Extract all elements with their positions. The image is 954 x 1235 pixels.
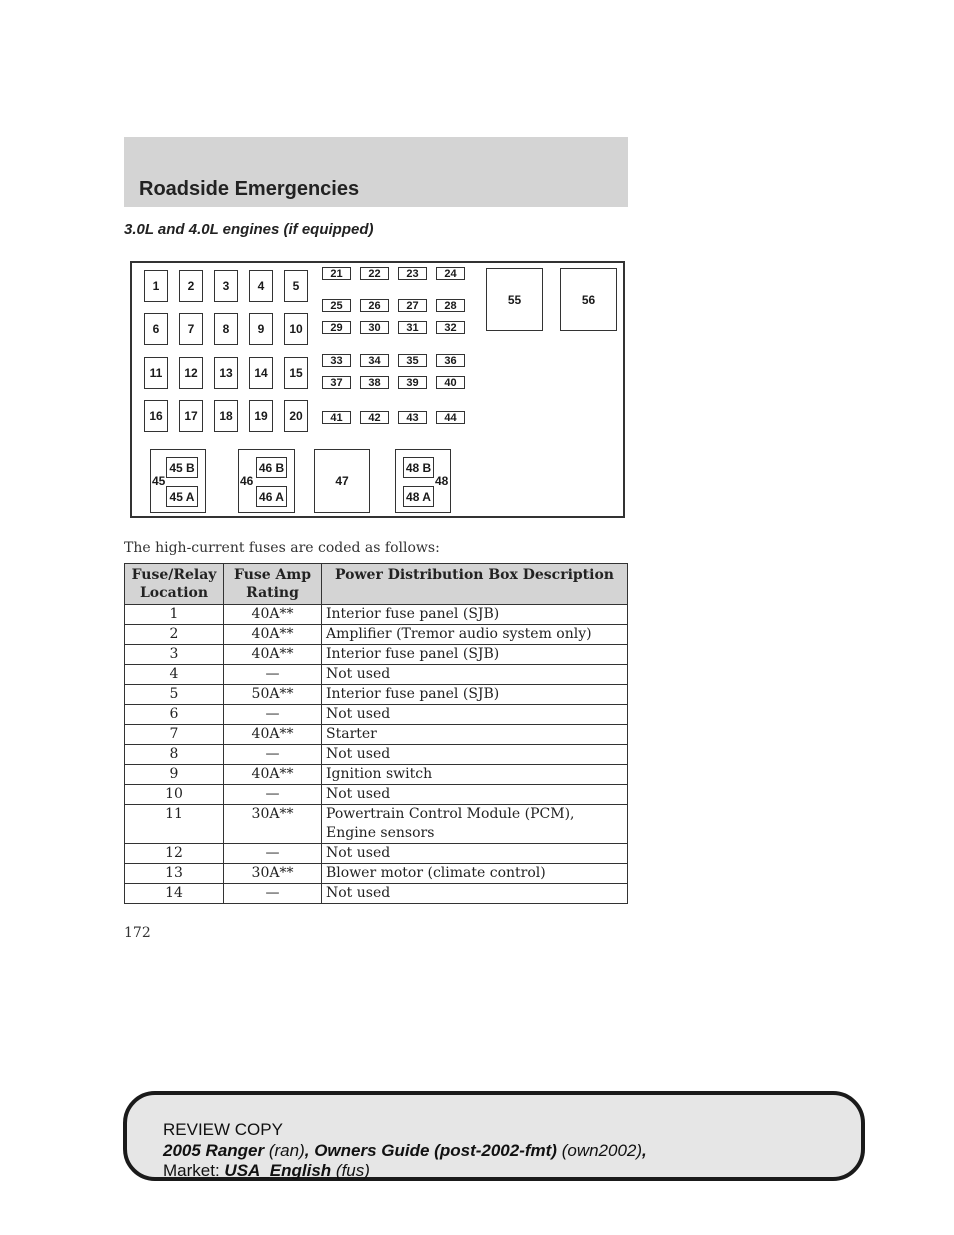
cell-amp: —: [224, 785, 322, 805]
header-description: Power Distribution Box Description: [322, 564, 628, 605]
fuse-table: [124, 563, 628, 904]
fuse-29: 29: [322, 321, 351, 334]
cell-location: 1: [125, 605, 224, 625]
fuse-36: 36: [436, 354, 465, 367]
cell-location: 13: [125, 864, 224, 884]
cell-amp: 40A**: [224, 605, 322, 625]
fuse-16: 16: [144, 400, 168, 432]
table-row: [125, 864, 628, 884]
footer-market: USA_English: [224, 1161, 332, 1180]
fuse-25: 25: [322, 299, 351, 312]
table-row: [125, 765, 628, 785]
fuse-14: 14: [249, 357, 273, 389]
table-row: [125, 725, 628, 745]
fuse-24: 24: [436, 267, 465, 280]
footer-guide-code: (own2002): [561, 1141, 643, 1160]
cell-description: Interior fuse panel (SJB): [322, 605, 628, 625]
cell-description: Blower motor (climate control): [322, 864, 628, 884]
fuse-10: 10: [284, 313, 308, 345]
cell-amp: 30A**: [224, 864, 322, 884]
fuse-37: 37: [322, 376, 351, 389]
fuse-31: 31: [398, 321, 427, 334]
cell-amp: 40A**: [224, 725, 322, 745]
fuse-22: 22: [360, 267, 389, 280]
table-row: [125, 884, 628, 904]
cell-amp: —: [224, 884, 322, 904]
fuse-55: 55: [486, 268, 543, 331]
fuse-9: 9: [249, 313, 273, 345]
footer-market-label: Market:: [163, 1161, 220, 1180]
fuse-4: 4: [249, 270, 273, 302]
footer-guide: , Owners Guide (post-2002-fmt): [304, 1141, 557, 1160]
cell-description: Interior fuse panel (SJB): [322, 645, 628, 665]
relay-47: 47: [314, 449, 370, 513]
fuse-21: 21: [322, 267, 351, 280]
cell-amp: —: [224, 745, 322, 765]
fuse-17: 17: [179, 400, 203, 432]
relay-46-label: 46: [240, 474, 254, 488]
cell-location: 2: [125, 625, 224, 645]
cell-amp: 30A**: [224, 805, 322, 844]
cell-amp: —: [224, 705, 322, 725]
table-row: [125, 785, 628, 805]
fuse-box-diagram: [130, 261, 625, 518]
relay-45-label: 45: [152, 474, 166, 488]
relay-48b: 48 B: [403, 457, 434, 478]
fuse-42: 42: [360, 411, 389, 424]
fuse-30: 30: [360, 321, 389, 334]
cell-description: Not used: [322, 785, 628, 805]
footer-review-label: REVIEW COPY: [163, 1120, 283, 1139]
table-row: [125, 685, 628, 705]
fuse-12: 12: [179, 357, 203, 389]
section-title: Roadside Emergencies: [139, 178, 360, 200]
cell-amp: 40A**: [224, 625, 322, 645]
fuse-40: 40: [436, 376, 465, 389]
fuse-20: 20: [284, 400, 308, 432]
cell-description: Starter: [322, 725, 628, 745]
fuse-1: 1: [144, 270, 168, 302]
cell-description: Powertrain Control Module (PCM), Engine sensors: [322, 805, 628, 844]
fuse-43: 43: [398, 411, 427, 424]
fuse-2: 2: [179, 270, 203, 302]
header-rating: [224, 564, 322, 605]
fuse-41: 41: [322, 411, 351, 424]
cell-description: Not used: [322, 745, 628, 765]
header-location-line1: Fuse/Relay: [131, 567, 217, 583]
cell-location: 10: [125, 785, 224, 805]
footer-model-code: (ran): [268, 1141, 305, 1160]
relay-46a: 46 A: [256, 486, 287, 507]
table-row: [125, 665, 628, 685]
table-row: [125, 705, 628, 725]
relay-46b: 46 B: [256, 457, 287, 478]
fuse-26: 26: [360, 299, 389, 312]
fuse-15: 15: [284, 357, 308, 389]
relay-48a: 48 A: [403, 486, 434, 507]
cell-amp: —: [224, 665, 322, 685]
cell-location: 6: [125, 705, 224, 725]
cell-description: Not used: [322, 884, 628, 904]
fuse-19: 19: [249, 400, 273, 432]
fuse-28: 28: [436, 299, 465, 312]
relay-48-label: 48: [435, 474, 449, 488]
cell-location: 3: [125, 645, 224, 665]
review-footer: [123, 1091, 865, 1181]
fuse-11: 11: [144, 357, 168, 389]
header-location: [125, 564, 224, 605]
fuse-18: 18: [214, 400, 238, 432]
relay-45a: 45 A: [166, 486, 198, 507]
cell-amp: 40A**: [224, 765, 322, 785]
fuse-33: 33: [322, 354, 351, 367]
fuse-39: 39: [398, 376, 427, 389]
table-row: [125, 645, 628, 665]
fuse-23: 23: [398, 267, 427, 280]
header-rating-line1: Fuse Amp: [234, 567, 311, 583]
footer-comma: ,: [642, 1141, 647, 1160]
cell-location: 8: [125, 745, 224, 765]
table-row: [125, 805, 628, 844]
footer-market-code: (fus): [335, 1161, 370, 1180]
header-rating-line2: Rating: [246, 585, 299, 601]
cell-location: 14: [125, 884, 224, 904]
table-row: [125, 745, 628, 765]
fuse-13: 13: [214, 357, 238, 389]
cell-amp: —: [224, 844, 322, 864]
fuse-56: 56: [560, 268, 617, 331]
header-location-line2: Location: [139, 585, 209, 601]
fuse-27: 27: [398, 299, 427, 312]
relay-45b: 45 B: [166, 457, 198, 478]
cell-description: Amplifier (Tremor audio system only): [322, 625, 628, 645]
fuse-34: 34: [360, 354, 389, 367]
fuse-32: 32: [436, 321, 465, 334]
cell-location: 5: [125, 685, 224, 705]
page-number: 172: [124, 925, 151, 941]
fuse-6: 6: [144, 313, 168, 345]
footer-line-guide: [163, 1141, 647, 1161]
cell-description: Not used: [322, 665, 628, 685]
fuse-35: 35: [398, 354, 427, 367]
footer-model: 2005 Ranger: [163, 1141, 265, 1160]
cell-description: Interior fuse panel (SJB): [322, 685, 628, 705]
fuse-3: 3: [214, 270, 238, 302]
intro-text: The high-current fuses are coded as follows:: [124, 540, 440, 556]
cell-location: 11: [125, 805, 224, 844]
fuse-7: 7: [179, 313, 203, 345]
fuse-38: 38: [360, 376, 389, 389]
cell-location: 9: [125, 765, 224, 785]
cell-amp: 40A**: [224, 645, 322, 665]
footer-line-market: [163, 1161, 370, 1181]
sub-heading: 3.0L and 4.0L engines (if equipped): [124, 221, 374, 238]
cell-description: Ignition switch: [322, 765, 628, 785]
cell-location: 7: [125, 725, 224, 745]
cell-description: Not used: [322, 705, 628, 725]
fuse-8: 8: [214, 313, 238, 345]
fuse-5: 5: [284, 270, 308, 302]
table-row: [125, 625, 628, 645]
cell-location: 4: [125, 665, 224, 685]
cell-amp: 50A**: [224, 685, 322, 705]
table-row: [125, 605, 628, 625]
fuse-44: 44: [436, 411, 465, 424]
cell-description: Not used: [322, 844, 628, 864]
cell-location: 12: [125, 844, 224, 864]
table-header-row: [125, 564, 628, 605]
table-row: [125, 844, 628, 864]
